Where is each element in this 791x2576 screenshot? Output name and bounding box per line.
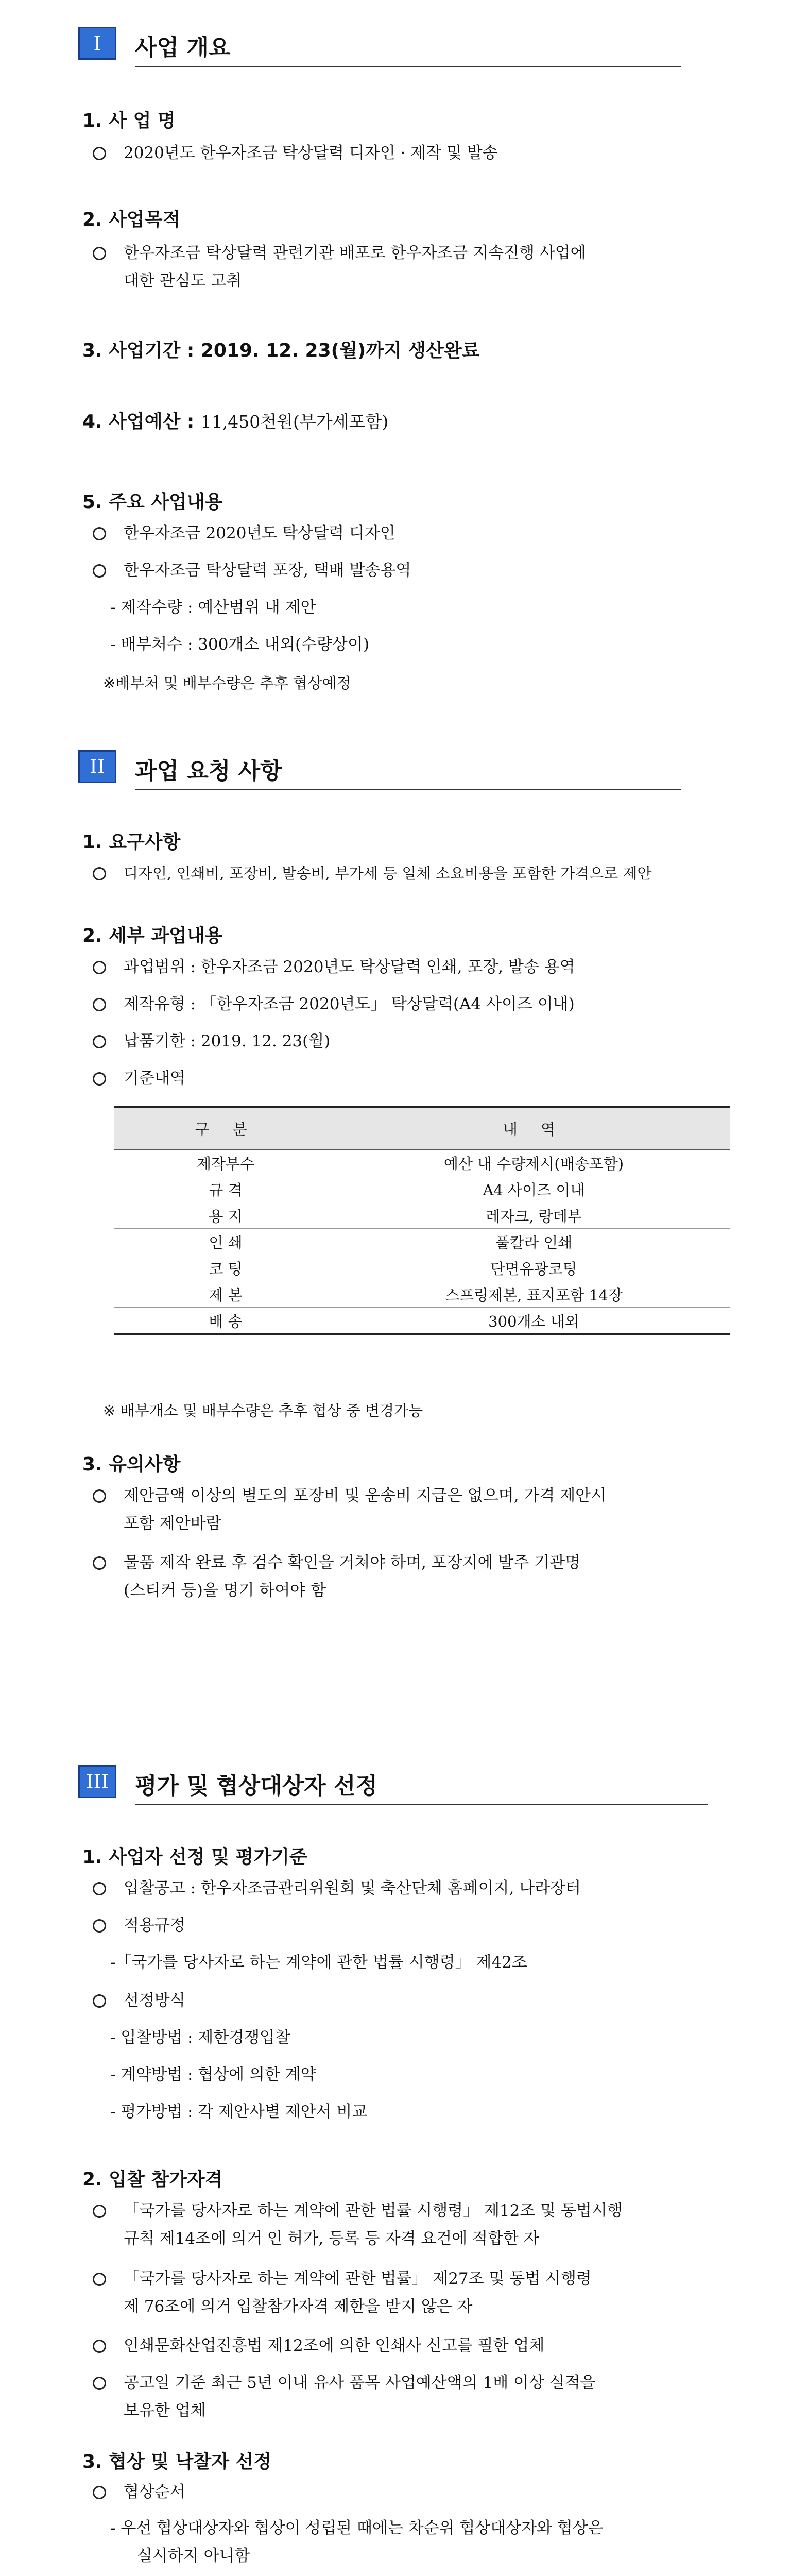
dash-item: - 제작수량 : 예산범위 내 제안 [110, 598, 316, 617]
bullet-item: 공고일 기준 최근 5년 이내 유사 품목 사업예산액의 1배 이상 실적을 보유한 업체 [93, 2369, 791, 2425]
bullet-item: 선정방식 [93, 1987, 791, 2014]
table-cell: 풀칼라 인쇄 [337, 1229, 731, 1255]
section-title: 과업 요청 사항 [135, 758, 282, 784]
table-cell: 제작부수 [114, 1149, 337, 1176]
subsection-heading: 2. 입찰 참가자격 [82, 2169, 223, 2190]
bullet-item: 「국가를 당사자로 하는 계약에 관한 법률 시행령」 제12조 및 동법시행 규칙 제14조에 의거 인 허가, 등록 등 자격 요건에 적합한 자 [93, 2197, 791, 2252]
section-underline [135, 789, 681, 790]
subsection-heading: 3. 유의사항 [82, 1454, 181, 1475]
bullet-item: 2020년도 한우자조금 탁상달력 디자인 · 제작 및 발송 [93, 139, 791, 167]
table-row [114, 1308, 730, 1335]
bullet-item: 「국가를 당사자로 하는 계약에 관한 법률」 제27조 및 동법 시행령 제 76조에 의거 입찰참가자격 제한을 받지 않은 자 [93, 2265, 791, 2320]
circle-bullet-icon [93, 247, 106, 260]
table-cell: 규 격 [114, 1176, 337, 1202]
subsection-heading: 2. 사업목적 [82, 209, 181, 230]
circle-bullet-icon [93, 961, 106, 974]
section-underline [135, 66, 681, 67]
subsection-heading: 3. 협상 및 낙찰자 선정 [82, 2451, 272, 2472]
bullet-item: 적용규정 [93, 1911, 791, 1939]
section-title: 평가 및 협상대상자 선정 [135, 1773, 377, 1799]
table-cell: 스프링제본, 표지포함 14장 [337, 1281, 731, 1308]
circle-bullet-icon [93, 1919, 106, 1933]
circle-bullet-icon [93, 147, 106, 160]
section-underline [135, 1804, 708, 1805]
circle-bullet-icon [93, 2377, 106, 2390]
circle-bullet-icon [93, 2486, 106, 2499]
bullet-item: 한우자조금 탁상달력 포장, 택배 발송용역 [93, 556, 791, 584]
circle-bullet-icon [93, 1035, 106, 1048]
circle-bullet-icon [93, 527, 106, 540]
subsection-heading: 5. 주요 사업내용 [82, 492, 223, 513]
bullet-item: 한우자조금 탁상달력 관련기관 배포로 한우자조금 지속진행 사업에 대한 관심도 고취 [93, 239, 791, 295]
bullet-item: 과업범위 : 한우자조금 2020년도 탁상달력 인쇄, 포장, 발송 용역 [93, 953, 791, 981]
table-cell: 용 지 [114, 1202, 337, 1229]
bullet-item: 제안금액 이상의 별도의 포장비 및 운송비 지급은 없으며, 가격 제안시 포함 제안바람 [93, 1482, 791, 1537]
dash-item: - 계약방법 : 협상에 의한 계약 [110, 2065, 316, 2084]
dash-item: - 입찰방법 : 제한경쟁입찰 [110, 2028, 290, 2047]
table-header-cell: 구 분 [114, 1107, 337, 1149]
table-cell: 레자크, 랑데부 [337, 1202, 731, 1229]
circle-bullet-icon [93, 1489, 106, 1503]
bullet-item: 제작유형 : 「한우자조금 2020년도」 탁상달력(A4 사이즈 이내) [93, 990, 791, 1018]
bullet-item: 기준내역 [93, 1064, 791, 1092]
table-row [114, 1149, 730, 1176]
circle-bullet-icon [93, 867, 106, 880]
circle-bullet-icon [93, 2205, 106, 2218]
bullet-item: 디자인, 인쇄비, 포장비, 발송비, 부가세 등 일체 소요비용을 포함한 가격으로 제안 [93, 859, 791, 887]
circle-bullet-icon [93, 1072, 106, 1086]
table-row [114, 1202, 730, 1229]
subsection-heading: 1. 사 업 명 [82, 110, 176, 131]
table-row [114, 1255, 730, 1281]
dash-item: - 평가방법 : 각 제안사별 제안서 비교 [110, 2103, 368, 2121]
bullet-item: 납품기한 : 2019. 12. 23(월) [93, 1027, 791, 1055]
table-cell: 예산 내 수량제시(배송포함) [337, 1149, 731, 1176]
circle-bullet-icon [93, 2273, 106, 2286]
bullet-item: 인쇄문화산업진흥법 제12조에 의한 인쇄사 신고를 필한 업체 [93, 2332, 791, 2360]
table-row [114, 1281, 730, 1308]
bullet-item: 입찰공고 : 한우자조금관리위원회 및 축산단체 홈페이지, 나라장터 [93, 1874, 791, 1902]
table-cell: 300개소 내외 [337, 1308, 731, 1335]
subsection-heading: 2. 세부 과업내용 [82, 925, 223, 946]
dash-item: - 우선 협상대상자와 협상이 성립된 때에는 차순위 협상대상자와 협상은 실시하지 아니함 [110, 2519, 604, 2565]
subsection-heading: 1. 요구사항 [82, 832, 181, 853]
table-cell: A4 사이즈 이내 [337, 1176, 731, 1202]
section-number-badge: III [78, 1765, 116, 1798]
spec-table [114, 1106, 730, 1335]
table-cell: 단면유광코팅 [337, 1255, 731, 1281]
table-row [114, 1229, 730, 1255]
bullet-item: 물품 제작 완료 후 검수 확인을 거쳐야 하며, 포장지에 발주 기관명 (스티커 등)을 명기 하여야 함 [93, 1549, 791, 1604]
table-header-row [114, 1107, 730, 1149]
circle-bullet-icon [93, 2340, 106, 2353]
dash-item: - 배부처수 : 300개소 내외(수량상이) [110, 635, 370, 654]
subsection-heading: 1. 사업자 선정 및 평가기준 [82, 1846, 307, 1868]
note-text: ※ 배부개소 및 배부수량은 추후 협상 중 변경가능 [103, 1402, 423, 1419]
circle-bullet-icon [93, 1882, 106, 1895]
circle-bullet-icon [93, 564, 106, 578]
subsection-heading: 3. 사업기간 : 2019. 12. 23(월)까지 생산완료 [82, 340, 480, 361]
table-cell: 인 쇄 [114, 1229, 337, 1255]
table-row [114, 1176, 730, 1202]
section-title: 사업 개요 [135, 35, 231, 61]
note-text: ※배부처 및 배부수량은 추후 협상예정 [103, 674, 351, 692]
bullet-item: 한우자조금 2020년도 탁상달력 디자인 [93, 519, 791, 547]
dash-item: -「국가를 당사자로 하는 계약에 관한 법률 시행령」 제42조 [110, 1953, 527, 1972]
circle-bullet-icon [93, 998, 106, 1011]
section-number-badge: II [78, 750, 116, 783]
budget-line: 4. 사업예산 : 11,450천원(부가세포함) [82, 411, 389, 432]
circle-bullet-icon [93, 1994, 106, 2008]
table-cell: 배 송 [114, 1308, 337, 1335]
section-number-badge: I [78, 27, 116, 60]
table-header-cell: 내 역 [337, 1107, 731, 1149]
circle-bullet-icon [93, 1556, 106, 1570]
table-cell: 코 팅 [114, 1255, 337, 1281]
table-cell: 제 본 [114, 1281, 337, 1308]
bullet-item: 협상순서 [93, 2478, 791, 2506]
